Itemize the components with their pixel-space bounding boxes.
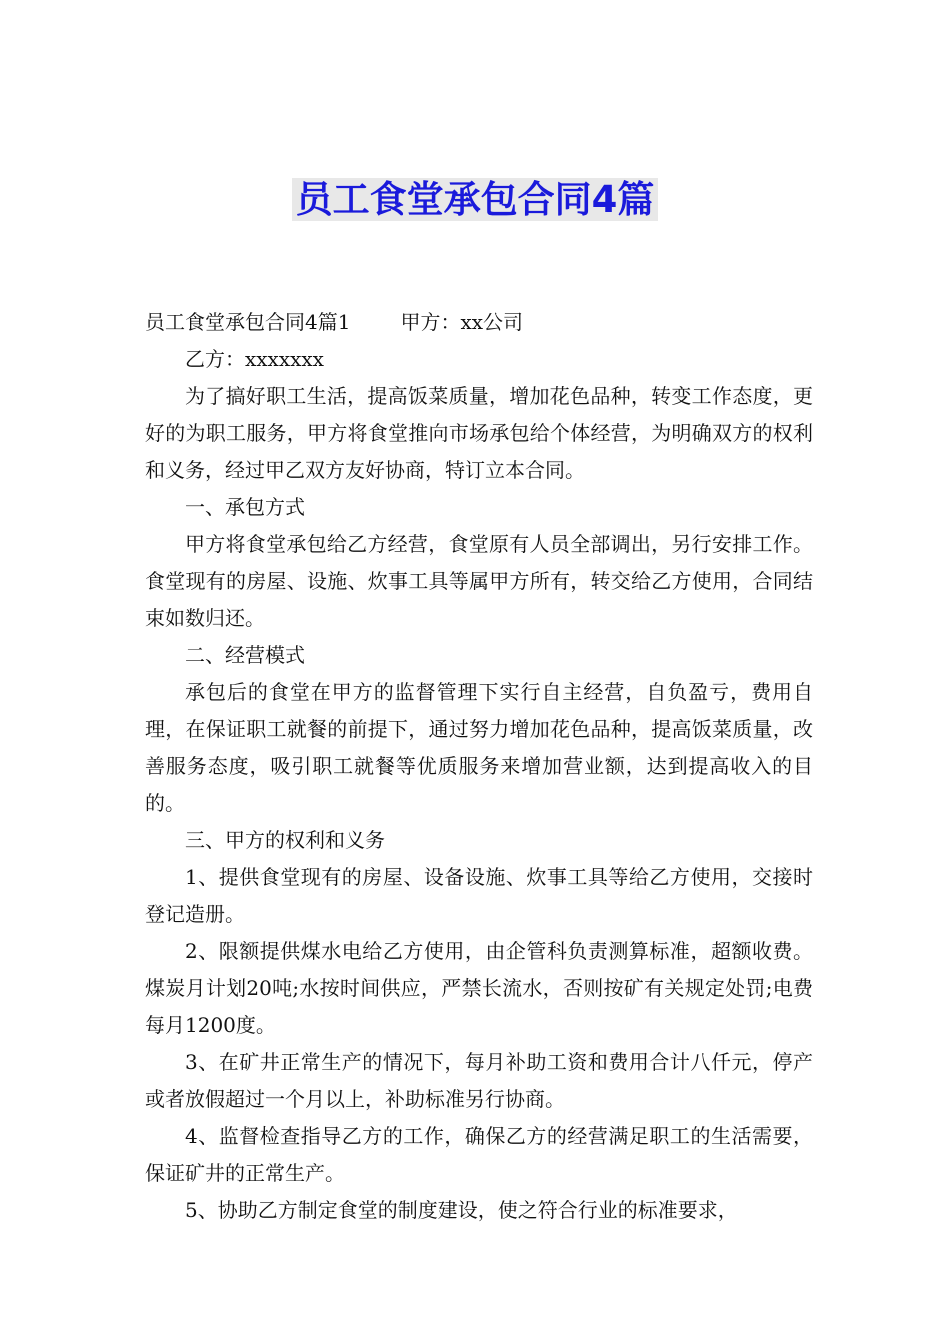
paragraph-party-b: 乙方：xxxxxxx	[185, 347, 324, 371]
section-heading-1: 一、承包方式	[185, 495, 305, 519]
paragraph-operation-mode: 承包后的食堂在甲方的监督管理下实行自主经营，自负盈亏，费用自理，在保证职工就餐的前提下，通过努力增加花色品种，提高饭菜质量，改善服务态度，吸引职工就餐等优质服务来增加营业额，达到提高收入的目的。	[145, 680, 813, 815]
paragraph-contract-method: 甲方将食堂承包给乙方经营，食堂原有人员全部调出，另行安排工作。食堂现有的房屋、设施、炊事工具等属甲方所有，转交给乙方使用，合同结束如数归还。	[145, 532, 813, 630]
party-a: 甲方：xx公司	[400, 310, 524, 334]
lead-title: 员工食堂承包合同4篇1	[145, 310, 351, 334]
lead-line	[145, 304, 813, 341]
paragraph-preamble: 为了搞好职工生活，提高饭菜质量，增加花色品种，转变工作态度，更好的为职工服务，甲方将食堂推向市场承包给个体经营，为明确双方的权利和义务，经过甲乙双方友好协商，特订立本合同。	[145, 384, 813, 482]
document-title	[0, 176, 950, 224]
clause-3: 3、在矿井正常生产的情况下，每月补助工资和费用合计八仟元，停产或者放假超过一个月以上，补助标准另行协商。	[145, 1050, 813, 1111]
clause-2: 2、限额提供煤水电给乙方使用，由企管科负责测算标准，超额收费。煤炭月计划20吨;水按时间供应，严禁长流水，否则按矿有关规定处罚;电费每月1200度。	[145, 939, 813, 1037]
section-heading-2: 二、经营模式	[185, 643, 305, 667]
document-body	[145, 304, 813, 1229]
clause-5: 5、协助乙方制定食堂的制度建设，使之符合行业的标准要求，	[185, 1198, 738, 1222]
section-heading-3: 三、甲方的权利和义务	[185, 828, 385, 852]
document-title-text: 员工食堂承包合同4篇	[292, 178, 659, 221]
clause-4: 4、监督检查指导乙方的工作，确保乙方的经营满足职工的生活需要，保证矿井的正常生产。	[145, 1124, 813, 1185]
clause-1: 1、提供食堂现有的房屋、设备设施、炊事工具等给乙方使用，交接时登记造册。	[145, 865, 813, 926]
